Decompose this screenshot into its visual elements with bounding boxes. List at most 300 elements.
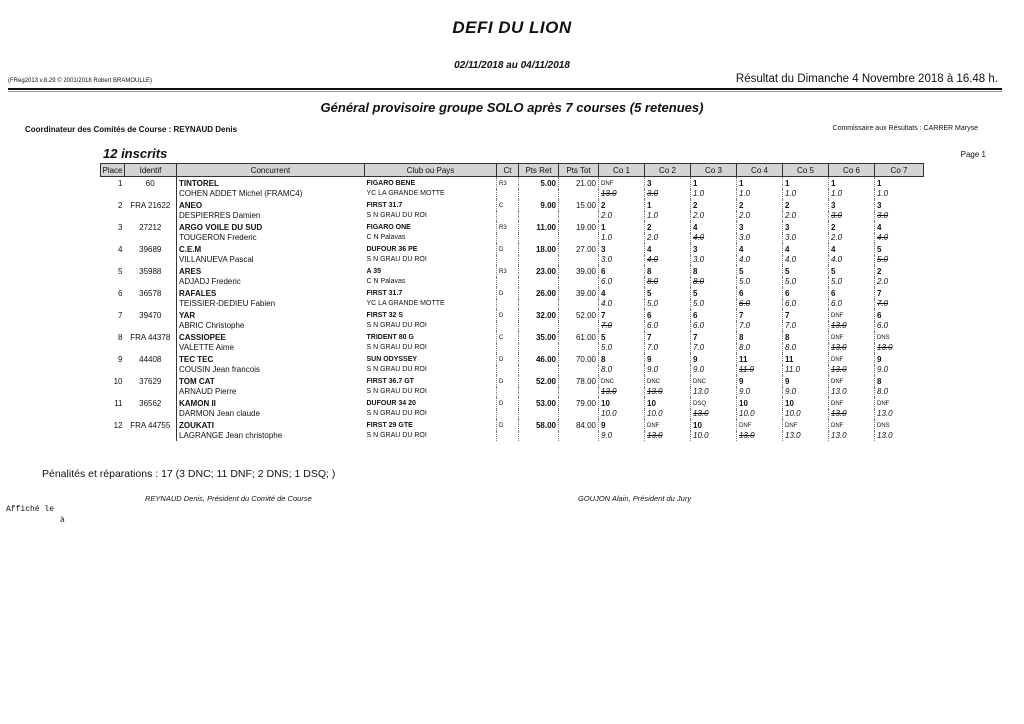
race-position-cell: 10 <box>645 397 691 409</box>
race-position-cell: 1 <box>783 177 829 190</box>
race-position-cell: 11 <box>737 353 783 365</box>
header-rule <box>8 88 1002 90</box>
race-points-discarded-cell: 13.0 <box>829 343 875 353</box>
race-points-discarded-cell: 8.0 <box>691 277 737 287</box>
skipper-name-cell: DESPIERRES Damien <box>179 211 261 220</box>
boat-type-cell: FIGARO ONE <box>366 224 411 231</box>
category-cell: D <box>497 243 519 255</box>
race-position-cell: 8 <box>645 265 691 277</box>
table-row-detail <box>101 409 924 419</box>
boat-name-cell: TOM CAT <box>179 377 215 386</box>
race-points-discarded-cell: 13.0 <box>645 387 691 397</box>
event-dates: 02/11/2018 au 04/11/2018 <box>454 60 570 71</box>
race-points-cell: 11.0 <box>783 365 829 375</box>
race-position-cell: 5 <box>645 287 691 299</box>
sail-id-spacer <box>125 365 177 375</box>
race-position-cell: 4 <box>645 243 691 255</box>
table-row <box>101 309 924 321</box>
result-timestamp: Résultat du Dimanche 4 Novembre 2018 à 16.48 h. <box>735 73 998 85</box>
category-spacer <box>497 343 519 353</box>
race-position-cell: 8 <box>737 331 783 343</box>
club-cell: S N GRAU DU ROI <box>366 256 427 263</box>
club-cell: S N GRAU DU ROI <box>366 212 427 219</box>
race-position-cell: 4 <box>691 221 737 233</box>
race-position-cell: 8 <box>783 331 829 343</box>
table-header-row <box>101 164 924 177</box>
race-position-cell: 9 <box>691 353 737 365</box>
place-cell: 2 <box>118 201 123 210</box>
points-retained-cell: 9.00 <box>519 199 559 211</box>
race-position-cell: 3 <box>875 199 924 211</box>
race-points-cell: 1.0 <box>829 189 875 199</box>
race-points-cell: 13.0 <box>783 431 829 441</box>
category-spacer <box>497 211 519 221</box>
place-cell: 7 <box>118 311 123 320</box>
table-row <box>101 331 924 343</box>
category-spacer <box>497 365 519 375</box>
race-position-cell: 7 <box>599 309 645 321</box>
table-row <box>101 199 924 211</box>
race-position-cell: 7 <box>783 309 829 321</box>
club-cell: S N GRAU DU ROI <box>366 344 427 351</box>
boat-name-cell: CASSIOPEE <box>179 333 226 342</box>
points-retained-spacer <box>519 431 559 441</box>
club-cell: YC LA GRANDE MOTTE <box>366 190 445 197</box>
club-cell: YC LA GRANDE MOTTE <box>366 300 445 307</box>
skipper-name-cell: TEISSIER-DEDIEU Fabien <box>179 299 276 308</box>
column-header: Co 1 <box>599 164 645 177</box>
race-position-cell: 2 <box>599 199 645 211</box>
race-points-cell: 13.0 <box>875 409 924 419</box>
boat-type-cell: DUFOUR 36 PE <box>366 246 418 253</box>
race-points-cell: 9.0 <box>737 387 783 397</box>
points-total-spacer <box>559 211 599 221</box>
ranking-subtitle: Général provisoire groupe SOLO après 7 courses (5 retenues) <box>320 100 704 115</box>
boat-type-cell: TRIDENT 80 G <box>366 334 414 341</box>
boat-name-cell: TEC TEC <box>179 355 214 364</box>
points-total-cell: 21.00 <box>559 177 599 190</box>
boat-type-cell: FIRST 31.7 <box>366 290 403 297</box>
race-position-cell: 1 <box>875 177 924 190</box>
race-position-cell: 8 <box>691 265 737 277</box>
sail-id-spacer <box>125 233 177 243</box>
penalties-summary: Pénalités et réparations : 17 (3 DNC; 11 DNF; 2 DNS; 1 DSQ; ) <box>42 468 336 480</box>
place-spacer <box>101 387 125 397</box>
race-points-discarded-cell: 4.0 <box>691 233 737 243</box>
boat-type-cell: FIGARO BENE <box>366 180 416 187</box>
race-points-discarded-cell: 13.0 <box>599 189 645 199</box>
race-points-cell: 13.0 <box>829 387 875 397</box>
points-retained-cell: 18.00 <box>519 243 559 255</box>
posting-date-label: Affiché le <box>6 505 55 514</box>
commissaire-line: Commissaire aux Résultats : CARRER Maryse <box>832 125 978 132</box>
table-row-detail <box>101 365 924 375</box>
race-points-cell: 2.0 <box>599 211 645 221</box>
race-position-cell: DSQ <box>691 397 737 409</box>
boat-name-cell: KAMON II <box>179 399 216 408</box>
column-header: Co 3 <box>691 164 737 177</box>
sail-id-cell: 39689 <box>125 243 177 255</box>
points-total-spacer <box>559 277 599 287</box>
table-row-detail <box>101 189 924 199</box>
race-points-cell: 9.0 <box>691 365 737 375</box>
points-retained-cell: 5.00 <box>519 177 559 190</box>
points-total-cell: 52.00 <box>559 309 599 321</box>
points-total-cell: 39.00 <box>559 287 599 299</box>
table-row-detail <box>101 387 924 397</box>
race-position-cell: 5 <box>737 265 783 277</box>
race-position-cell: 9 <box>599 419 645 431</box>
race-position-cell: 6 <box>599 265 645 277</box>
race-position-cell: 9 <box>737 375 783 387</box>
points-retained-cell: 23.00 <box>519 265 559 277</box>
race-position-cell: DNF <box>829 331 875 343</box>
points-retained-spacer <box>519 233 559 243</box>
column-header: Co 4 <box>737 164 783 177</box>
points-retained-cell: 46.00 <box>519 353 559 365</box>
sail-id-spacer <box>125 255 177 265</box>
race-committee-signature: REYNAUD Denis, Président du Comité de Course <box>145 494 312 503</box>
category-cell: R3 <box>497 177 519 190</box>
race-position-cell: 2 <box>645 221 691 233</box>
place-spacer <box>101 409 125 419</box>
category-cell: D <box>497 375 519 387</box>
boat-type-cell: FIRST 36.7 GT <box>366 378 414 385</box>
table-row <box>101 243 924 255</box>
boat-name-cell: TINTOREL <box>179 179 219 188</box>
column-header: Co 6 <box>829 164 875 177</box>
race-points-discarded-cell: 13.0 <box>645 431 691 441</box>
race-points-cell: 7.0 <box>691 343 737 353</box>
points-total-cell: 39.00 <box>559 265 599 277</box>
club-cell: S N GRAU DU ROI <box>366 388 427 395</box>
race-position-cell: 2 <box>829 221 875 233</box>
skipper-name-cell: COHEN ADDET Michel (FRAMC4) <box>179 189 303 198</box>
points-retained-spacer <box>519 365 559 375</box>
race-points-cell: 8.0 <box>875 387 924 397</box>
table-row <box>101 221 924 233</box>
race-points-discarded-cell: 3.0 <box>875 211 924 221</box>
registered-count: 12 inscrits <box>103 146 168 161</box>
category-cell: D <box>497 353 519 365</box>
race-points-cell: 7.0 <box>783 321 829 331</box>
category-spacer <box>497 409 519 419</box>
boat-name-cell: YAR <box>179 311 196 320</box>
category-spacer <box>497 277 519 287</box>
race-position-cell: DNF <box>737 419 783 431</box>
column-header: Place <box>102 165 123 175</box>
race-position-cell: 6 <box>783 287 829 299</box>
place-spacer <box>101 211 125 221</box>
race-position-cell: DNF <box>783 419 829 431</box>
race-points-cell: 10.0 <box>737 409 783 419</box>
skipper-name-cell: DARMON Jean claude <box>179 409 260 418</box>
points-retained-spacer <box>519 255 559 265</box>
points-total-spacer <box>559 255 599 265</box>
place-cell: 12 <box>113 421 123 430</box>
race-position-cell: 10 <box>783 397 829 409</box>
race-points-cell: 13.0 <box>691 387 737 397</box>
table-row <box>101 287 924 299</box>
place-cell: 1 <box>118 179 123 188</box>
place-spacer <box>101 255 125 265</box>
skipper-name-cell: LAGRANGE Jean christophe <box>179 431 283 440</box>
race-points-cell: 4.0 <box>599 299 645 309</box>
table-row-detail <box>101 299 924 309</box>
table-row <box>101 397 924 409</box>
points-retained-cell: 52.00 <box>519 375 559 387</box>
table-row <box>101 353 924 365</box>
race-position-cell: 8 <box>599 353 645 365</box>
table-row-detail <box>101 255 924 265</box>
sail-id-cell: 37629 <box>125 375 177 387</box>
boat-name-cell: ZOUKATI <box>179 421 214 430</box>
race-points-cell: 13.0 <box>829 431 875 441</box>
race-position-cell: 1 <box>645 199 691 211</box>
boat-name-cell: ARES <box>179 267 202 276</box>
race-points-cell: 6.0 <box>691 321 737 331</box>
category-spacer <box>497 387 519 397</box>
sail-id-spacer <box>125 431 177 441</box>
race-points-cell: 10.0 <box>599 409 645 419</box>
column-header: Co 2 <box>645 164 691 177</box>
race-position-cell: 9 <box>645 353 691 365</box>
race-position-cell: 2 <box>875 265 924 277</box>
points-total-spacer <box>559 431 599 441</box>
points-retained-cell: 32.00 <box>519 309 559 321</box>
race-position-cell: 5 <box>829 265 875 277</box>
points-total-spacer <box>559 321 599 331</box>
race-position-cell: 2 <box>691 199 737 211</box>
column-header: Ct <box>497 164 519 177</box>
race-points-cell: 4.0 <box>829 255 875 265</box>
race-position-cell: DNF <box>829 353 875 365</box>
race-points-cell: 6.0 <box>783 299 829 309</box>
column-header: Co 5 <box>783 164 829 177</box>
place-cell: 9 <box>118 355 123 364</box>
race-position-cell: 5 <box>783 265 829 277</box>
points-total-cell: 15.00 <box>559 199 599 211</box>
race-points-cell: 6.0 <box>599 277 645 287</box>
race-position-cell: 9 <box>783 375 829 387</box>
category-cell: R3 <box>497 221 519 233</box>
category-spacer <box>497 321 519 331</box>
column-header: Identif <box>125 164 177 177</box>
sail-id-spacer <box>125 409 177 419</box>
race-position-cell: 5 <box>875 243 924 255</box>
sail-id-cell: 36562 <box>125 397 177 409</box>
race-points-cell: 1.0 <box>783 189 829 199</box>
race-points-cell: 9.0 <box>645 365 691 375</box>
boat-type-cell: FIRST 31.7 <box>366 202 403 209</box>
points-retained-cell: 35.00 <box>519 331 559 343</box>
points-total-spacer <box>559 343 599 353</box>
place-cell: 10 <box>113 377 123 386</box>
table-row-detail <box>101 431 924 441</box>
sail-id-spacer <box>125 299 177 309</box>
points-total-spacer <box>559 387 599 397</box>
race-position-cell: 4 <box>875 221 924 233</box>
race-position-cell: 6 <box>737 287 783 299</box>
race-position-cell: 7 <box>737 309 783 321</box>
boat-type-cell: A 35 <box>366 268 382 275</box>
race-points-cell: 5.0 <box>737 277 783 287</box>
boat-type-cell: FIRST 32 S <box>366 312 404 319</box>
sail-id-spacer <box>125 211 177 221</box>
boat-name-cell: ANEO <box>179 201 203 210</box>
coordinator-line: Coordinateur des Comités de Course : REYNAUD Denis <box>25 125 238 134</box>
race-points-discarded-cell: 8.0 <box>645 277 691 287</box>
race-points-cell: 3.0 <box>599 255 645 265</box>
race-points-discarded-cell: 5.0 <box>875 255 924 265</box>
points-retained-spacer <box>519 211 559 221</box>
race-position-cell: DNF <box>829 397 875 409</box>
category-cell: D <box>497 397 519 409</box>
skipper-name-cell: VALETTE Aime <box>179 343 234 352</box>
sail-id-cell: FRA 44755 <box>125 419 177 431</box>
race-position-cell: 6 <box>691 309 737 321</box>
race-position-cell: 4 <box>829 243 875 255</box>
race-points-discarded-cell: 11.0 <box>737 365 783 375</box>
race-position-cell: 3 <box>737 221 783 233</box>
points-total-cell: 19.00 <box>559 221 599 233</box>
race-position-cell: 4 <box>783 243 829 255</box>
race-position-cell: 2 <box>783 199 829 211</box>
race-points-cell: 2.0 <box>645 233 691 243</box>
race-position-cell: DNC <box>645 375 691 387</box>
results-table <box>100 163 924 441</box>
race-position-cell: 8 <box>875 375 924 387</box>
sail-id-cell: 44408 <box>125 353 177 365</box>
place-cell: 3 <box>118 223 123 232</box>
race-position-cell: 3 <box>691 243 737 255</box>
race-position-cell: 6 <box>645 309 691 321</box>
race-points-discarded-cell: 13.0 <box>691 409 737 419</box>
race-position-cell: 1 <box>829 177 875 190</box>
race-position-cell: DNF <box>875 397 924 409</box>
race-points-cell: 1.0 <box>875 189 924 199</box>
race-points-cell: 2.0 <box>783 211 829 221</box>
points-retained-spacer <box>519 189 559 199</box>
table-row <box>101 375 924 387</box>
column-header: Co 7 <box>875 164 924 177</box>
race-position-cell: 5 <box>599 331 645 343</box>
race-points-cell: 9.0 <box>875 365 924 375</box>
race-points-cell: 7.0 <box>645 343 691 353</box>
category-cell: C <box>497 199 519 211</box>
points-total-spacer <box>559 299 599 309</box>
category-spacer <box>497 255 519 265</box>
race-points-cell: 8.0 <box>783 343 829 353</box>
race-points-cell: 2.0 <box>829 233 875 243</box>
race-position-cell: DNS <box>875 331 924 343</box>
points-retained-spacer <box>519 343 559 353</box>
race-points-cell: 1.0 <box>691 189 737 199</box>
club-cell: S N GRAU DU ROI <box>366 366 427 373</box>
race-position-cell: 1 <box>737 177 783 190</box>
race-points-cell: 1.0 <box>645 211 691 221</box>
place-spacer <box>101 365 125 375</box>
race-position-cell: 1 <box>599 221 645 233</box>
race-position-cell: DNF <box>829 419 875 431</box>
race-position-cell: 2 <box>737 199 783 211</box>
race-points-cell: 8.0 <box>599 365 645 375</box>
race-points-cell: 8.0 <box>737 343 783 353</box>
race-position-cell: DNC <box>599 375 645 387</box>
skipper-name-cell: VILLANUEVA Pascal <box>179 255 254 264</box>
club-cell: C N Palavas <box>366 234 406 241</box>
points-retained-cell: 58.00 <box>519 419 559 431</box>
skipper-name-cell: ADJADJ Frederic <box>179 277 241 286</box>
place-spacer <box>101 299 125 309</box>
sail-id-cell: FRA 44378 <box>125 331 177 343</box>
points-total-cell: 27.00 <box>559 243 599 255</box>
category-spacer <box>497 233 519 243</box>
boat-name-cell: C.E.M <box>179 245 202 254</box>
race-points-cell: 9.0 <box>599 431 645 441</box>
boat-type-cell: DUFOUR 34 20 <box>366 400 416 407</box>
place-cell: 11 <box>114 399 123 408</box>
race-points-cell: 6.0 <box>875 321 924 331</box>
points-retained-spacer <box>519 277 559 287</box>
points-total-cell: 79.00 <box>559 397 599 409</box>
race-position-cell: 7 <box>875 287 924 299</box>
club-cell: S N GRAU DU ROI <box>366 432 427 439</box>
race-points-cell: 7.0 <box>737 321 783 331</box>
race-points-discarded-cell: 13.0 <box>737 431 783 441</box>
race-position-cell: DNF <box>645 419 691 431</box>
table-row <box>101 177 924 190</box>
points-retained-spacer <box>519 321 559 331</box>
place-cell: 4 <box>118 245 123 254</box>
place-spacer <box>101 431 125 441</box>
category-spacer <box>497 431 519 441</box>
table-row <box>101 419 924 431</box>
race-position-cell: DNS <box>875 419 924 431</box>
skipper-name-cell: ABRIC Christophe <box>179 321 245 330</box>
jury-signature: GOUJON Alain, Président du Jury <box>578 494 692 503</box>
race-position-cell: DNF <box>599 177 645 190</box>
sail-id-spacer <box>125 277 177 287</box>
sail-id-spacer <box>125 321 177 331</box>
sail-id-spacer <box>125 189 177 199</box>
race-position-cell: 10 <box>599 397 645 409</box>
table-row-detail <box>101 343 924 353</box>
race-points-cell: 10.0 <box>783 409 829 419</box>
race-position-cell: 3 <box>783 221 829 233</box>
race-position-cell: 5 <box>691 287 737 299</box>
race-position-cell: 3 <box>599 243 645 255</box>
category-cell: C <box>497 331 519 343</box>
race-position-cell: DNF <box>829 309 875 321</box>
place-spacer <box>101 321 125 331</box>
sail-id-cell: 60 <box>125 177 177 190</box>
race-position-cell: 3 <box>645 177 691 190</box>
race-position-cell: 7 <box>691 331 737 343</box>
place-spacer <box>101 277 125 287</box>
place-cell: 6 <box>118 289 123 298</box>
category-cell: R3 <box>497 265 519 277</box>
race-position-cell: DNC <box>691 375 737 387</box>
race-points-cell: 2.0 <box>691 211 737 221</box>
sail-id-spacer <box>125 387 177 397</box>
boat-name-cell: ARGO VOILE DU SUD <box>179 223 263 232</box>
race-position-cell: 3 <box>829 199 875 211</box>
table-row-detail <box>101 211 924 221</box>
race-points-cell: 9.0 <box>783 387 829 397</box>
race-points-discarded-cell: 7.0 <box>599 321 645 331</box>
table-row-detail <box>101 233 924 243</box>
